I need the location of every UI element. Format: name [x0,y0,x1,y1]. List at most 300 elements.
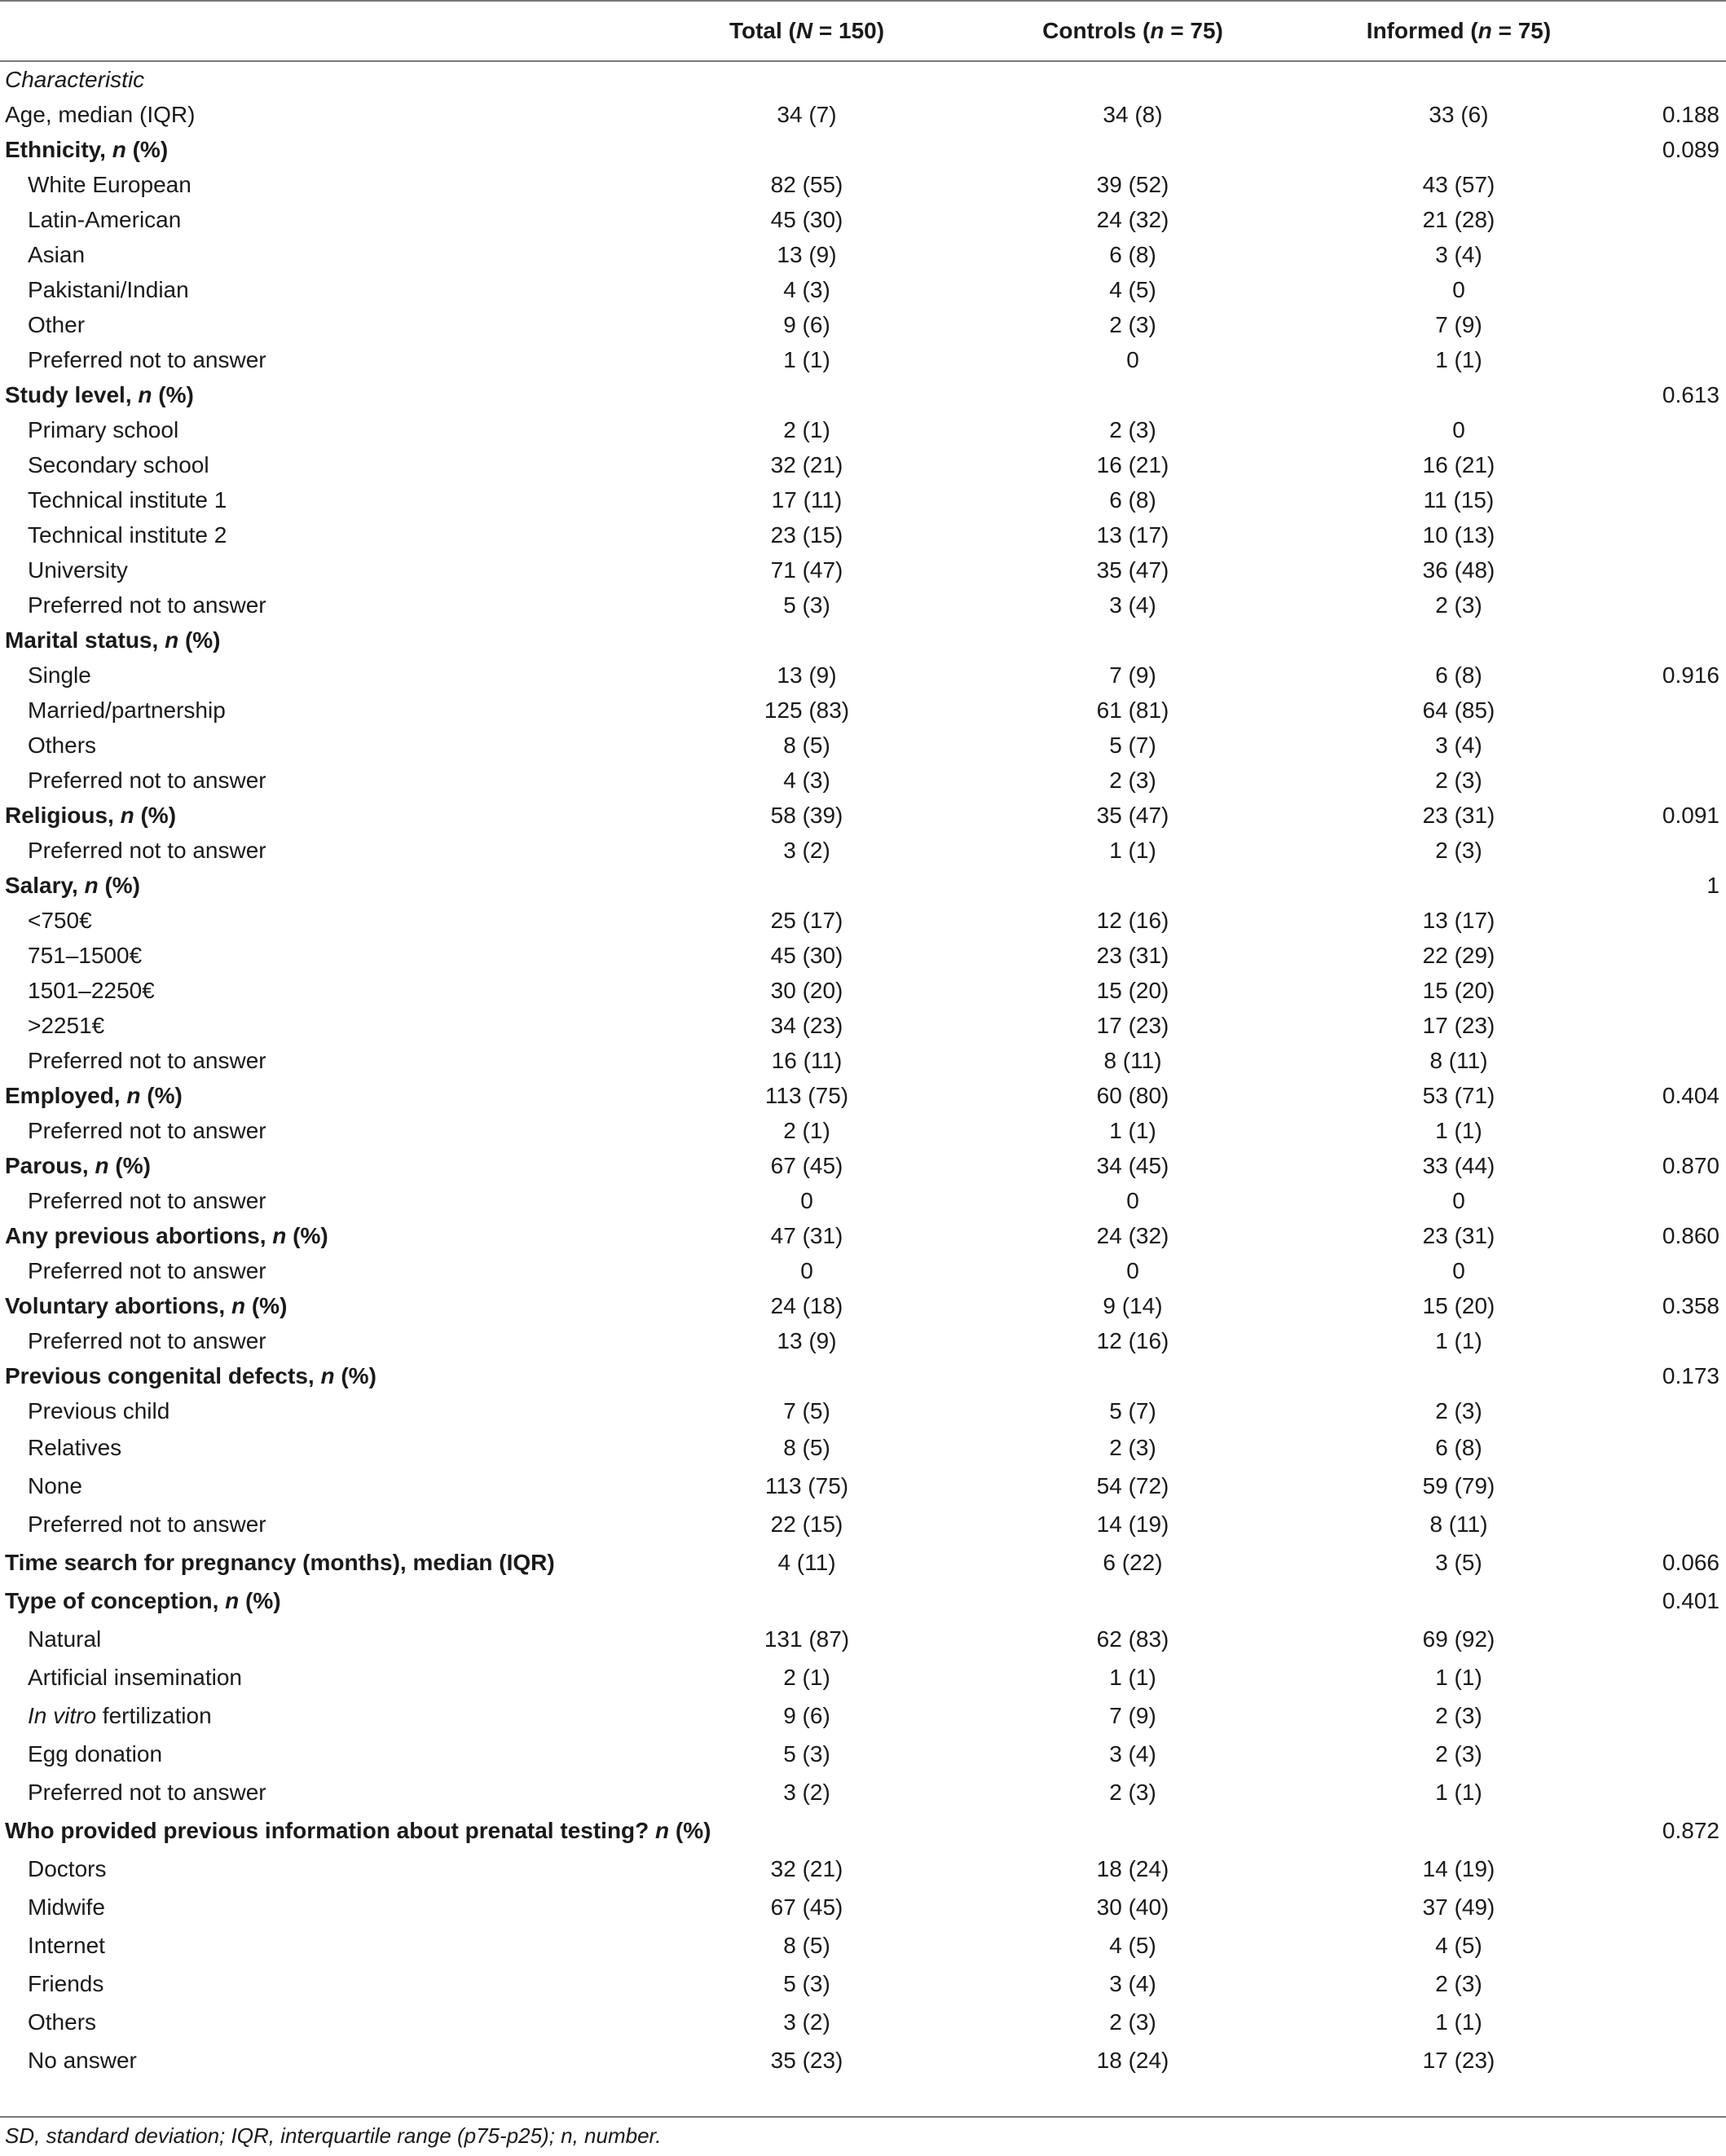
controls-cell [970,623,1296,658]
row-label [0,1183,644,1218]
table-row [0,973,1726,1008]
total-cell: 34 (23) [770,1012,843,1038]
row-label-text: 751–1500€ [28,942,143,968]
total-cell: 17 (11) [771,486,843,513]
row-label [0,552,644,587]
row-label-text: Artificial insemination [28,1664,242,1690]
total-cell: 45 (30) [770,206,843,232]
p-value-cell [1622,1926,1726,1965]
controls-cell: 2 (3) [1109,1434,1156,1460]
table-row [0,868,1726,903]
p-value-cell: 1 [1706,872,1719,898]
table-row [0,728,1726,763]
controls-cell: 14 (19) [1096,1511,1169,1537]
row-label-text: 1501–2250€ [28,977,155,1003]
row-label-text: Preferred not to answer [28,1117,266,1143]
controls-cell: 24 (32) [1096,1222,1169,1248]
controls-cell [970,1582,1296,1620]
total-cell: 2 (1) [783,416,830,442]
informed-cell: 11 (15) [1423,486,1495,513]
row-label-text: Preferred not to answer [28,592,266,618]
informed-cell: 2 (3) [1435,837,1482,863]
row-label-suffix: (%) [334,1362,376,1388]
row-label [0,1323,644,1358]
informed-cell: 17 (23) [1422,1012,1495,1038]
table-row [0,1288,1726,1323]
row-label [0,1148,644,1183]
controls-cell: 5 (7) [1109,1397,1156,1423]
row-label-text: Type of conception, [5,1587,226,1613]
informed-cell: 2 (3) [1435,1702,1482,1728]
row-label [0,1543,644,1582]
total-cell: 125 (83) [764,697,850,723]
informed-cell: 23 (31) [1422,802,1495,828]
informed-cell: 43 (57) [1422,171,1495,197]
total-cell: 3 (2) [783,1779,830,1805]
table-row [0,1735,1726,1773]
row-label-text: Previous congenital defects, [5,1362,321,1388]
p-value-cell [1622,2003,1726,2041]
informed-cell: 0 [1452,1187,1465,1213]
p-value-cell: 0.613 [1662,381,1719,407]
row-label [0,1582,644,1620]
row-label [0,1218,644,1253]
controls-cell: 18 (24) [1096,2047,1169,2073]
row-label-text: Voluntary abortions, [5,1292,231,1318]
p-value-cell [1622,2041,1726,2079]
informed-cell [1296,1811,1622,1850]
row-label-text: Any previous abortions, [5,1222,273,1248]
row-label-text: Preferred not to answer [28,1327,266,1353]
row-label-text: Study level, [5,381,139,407]
row-label-text: Primary school [28,416,179,442]
row-label [0,868,644,903]
total-cell: 113 (75) [764,1472,849,1498]
p-value-cell [1622,272,1726,307]
row-label-text: fertilization [96,1702,212,1728]
controls-cell: 9 (14) [1103,1292,1163,1318]
row-label [0,728,644,763]
total-cell: 8 (5) [783,1434,830,1460]
controls-cell [970,377,1296,412]
row-label [0,202,644,237]
controls-cell: 3 (4) [1109,592,1156,618]
table-row [0,1323,1726,1358]
p-value-cell [1622,61,1726,97]
informed-cell: 10 (13) [1422,521,1495,548]
row-label-suffix: (%) [178,627,221,653]
informed-cell: 23 (31) [1422,1222,1495,1248]
p-value-cell [1622,1043,1726,1078]
total-cell: 47 (31) [770,1222,843,1248]
row-label-suffix: (%) [669,1817,711,1843]
controls-cell: 30 (40) [1096,1894,1169,1920]
row-label-text: Preferred not to answer [28,346,266,372]
row-label [0,1811,711,1850]
total-cell: 25 (17) [770,907,843,933]
table-row [0,693,1726,728]
p-value-cell [1622,903,1726,938]
table-row [0,2041,1726,2079]
row-label-text: Other [28,311,86,337]
p-value-cell [1622,1467,1726,1505]
controls-cell: 17 (23) [1096,1012,1169,1038]
p-value-cell [1622,482,1726,517]
table-row [0,132,1726,167]
total-cell: 2 (1) [783,1664,830,1690]
table-row [0,938,1726,973]
p-value-cell: 0.089 [1662,136,1719,162]
controls-cell: 34 (45) [1096,1152,1169,1178]
table-row [0,1467,1726,1505]
informed-cell: 8 (11) [1429,1047,1488,1073]
row-label [0,903,644,938]
row-label [0,833,644,868]
controls-cell: 2 (3) [1109,1779,1156,1805]
controls-cell: 13 (17) [1096,521,1169,548]
table-row [0,833,1726,868]
controls-cell [970,1358,1296,1393]
informed-cell: 2 (3) [1435,592,1482,618]
controls-cell: 60 (80) [1096,1082,1169,1108]
row-label-suffix: (%) [152,381,194,407]
informed-cell: 17 (23) [1422,2047,1495,2073]
total-cell: 8 (5) [783,1932,830,1958]
p-value-cell: 0.358 [1662,1292,1719,1318]
row-label [0,97,644,132]
informed-cell: 0 [1452,416,1465,442]
table-row [0,61,1726,97]
row-label-text: Others [28,2009,97,2035]
informed-cell: 15 (20) [1422,1292,1495,1318]
informed-cell: 1 (1) [1435,2009,1482,2035]
p-value-cell [1622,1183,1726,1218]
total-cell: 5 (3) [783,1740,830,1767]
p-value-cell [1622,1113,1726,1148]
table-row [0,412,1726,447]
row-label-suffix: (%) [245,1292,288,1318]
controls-cell [970,61,1296,97]
table-row [0,202,1726,237]
table-row [0,2003,1726,2041]
controls-cell: 1 (1) [1109,1117,1156,1143]
informed-cell: 1 (1) [1435,1779,1482,1805]
informed-cell: 2 (3) [1435,767,1482,793]
table-row [0,1850,1726,1888]
row-label-text: Preferred not to answer [28,1779,266,1805]
row-label [0,1505,644,1543]
total-cell: 5 (3) [783,1970,830,1996]
total-cell [644,132,970,167]
row-label [0,1358,644,1393]
row-label [0,132,644,167]
table-row [0,1543,1726,1582]
controls-cell: 2 (3) [1109,767,1156,793]
row-label [0,1696,644,1735]
row-label-text: University [28,557,128,583]
total-cell: 9 (6) [783,1702,830,1728]
row-label-text: Ethnicity, [5,136,112,162]
row-label-text: Marital status, [5,627,165,653]
table-row [0,1888,1726,1926]
row-label [0,482,644,517]
p-value-cell [1622,552,1726,587]
table-row [0,1148,1726,1183]
row-label [0,1965,644,2003]
table-row [0,798,1726,833]
row-label [0,61,644,97]
table-row [0,552,1726,587]
table-row [0,1253,1726,1288]
total-cell: 3 (2) [783,2009,830,2035]
row-label-text: White European [28,171,192,197]
informed-cell: 16 (21) [1422,451,1495,477]
informed-cell: 0 [1452,1257,1465,1283]
informed-cell: 7 (9) [1435,311,1482,337]
informed-cell: 3 (4) [1435,241,1482,267]
row-label-suffix: (%) [239,1587,281,1613]
controls-cell: 24 (32) [1096,206,1169,232]
total-cell [644,623,970,658]
p-value-cell [1622,307,1726,342]
table-row [0,237,1726,272]
controls-cell: 0 [1126,1187,1139,1213]
total-cell: 5 (3) [783,592,830,618]
table-row [0,1008,1726,1043]
informed-cell: 2 (3) [1435,1740,1482,1767]
row-label [0,307,644,342]
row-label-n: n [95,1152,109,1178]
row-label-n: n [272,1222,287,1248]
controls-cell: 4 (5) [1109,276,1156,302]
row-label [0,587,644,623]
row-label-text: Religious, [5,802,121,828]
table-row [0,763,1726,798]
informed-cell [1296,61,1622,97]
total-cell: 82 (55) [770,171,843,197]
row-label-text: Who provided previous information about prenatal testing? [5,1817,656,1843]
informed-cell: 53 (71) [1422,1082,1495,1108]
controls-cell: 6 (8) [1109,486,1156,513]
row-label-text: <750€ [28,907,92,933]
row-label [0,342,644,377]
total-cell: 58 (39) [770,802,843,828]
informed-cell: 59 (79) [1422,1472,1495,1498]
row-label [0,1428,644,1467]
row-label-suffix: (%) [125,136,169,162]
row-label-text: Egg donation [28,1740,163,1767]
total-cell: 67 (45) [770,1894,843,1920]
table-row [0,1218,1726,1253]
total-cell: 13 (9) [777,1327,837,1353]
total-cell: 35 (23) [770,2047,843,2073]
informed-cell: 4 (5) [1435,1932,1482,1958]
p-value-cell [1622,1428,1726,1467]
informed-cell: 64 (85) [1422,697,1495,723]
header-characteristic [0,1,644,61]
total-cell: 7 (5) [783,1397,830,1423]
p-value-cell [1622,587,1726,623]
row-label-text: Technical institute 1 [28,486,227,513]
row-label-text: Parous, [5,1152,95,1178]
row-label-text: Friends [28,1970,104,1996]
controls-cell: 15 (20) [1096,977,1169,1003]
total-cell: 4 (3) [783,276,830,302]
row-label-text: Midwife [28,1894,105,1920]
p-value-cell [1622,1696,1726,1735]
row-label [0,167,644,202]
p-value-cell [1622,1735,1726,1773]
row-label-text: Single [28,662,91,688]
row-label-n: n [120,802,134,828]
total-cell: 32 (21) [770,451,843,477]
table-row [0,1658,1726,1696]
p-value-cell: 0.091 [1662,802,1719,828]
table-row [0,342,1726,377]
table-row [0,1926,1726,1965]
row-label-n: n [225,1587,240,1613]
p-value-cell [1622,1850,1726,1888]
row-label [0,1078,644,1113]
p-value-cell [1622,517,1726,552]
total-cell: 30 (20) [770,977,843,1003]
row-label [0,2041,644,2079]
header-total: Total (N = 150) [644,1,970,61]
p-value-cell [1622,728,1726,763]
total-cell: 22 (15) [770,1511,843,1537]
informed-cell: 37 (49) [1422,1894,1495,1920]
p-value-cell [1622,1888,1726,1926]
informed-cell: 15 (20) [1422,977,1495,1003]
controls-cell [970,1811,1296,1850]
controls-cell: 7 (9) [1109,1702,1156,1728]
row-label-text: Pakistani/Indian [28,276,189,302]
total-cell: 9 (6) [783,311,830,337]
p-value-cell: 0.860 [1662,1222,1719,1248]
row-label-n: n [165,627,179,653]
row-label-text: Doctors [28,1855,107,1881]
table-row [0,1773,1726,1811]
controls-cell: 12 (16) [1096,1327,1169,1353]
informed-cell: 3 (5) [1435,1549,1482,1575]
table-row [0,447,1726,482]
table-body [0,61,1726,2079]
table-footnote: SD, standard deviation; IQR, interquartile range (p75-p25); n, number. [5,2123,662,2148]
controls-cell: 5 (7) [1109,732,1156,758]
total-cell: 67 (45) [770,1152,843,1178]
total-cell: 2 (1) [783,1117,830,1143]
p-value-cell [1622,202,1726,237]
informed-cell: 6 (8) [1435,662,1482,688]
p-value-cell [1622,1620,1726,1658]
p-value-cell: 0.916 [1662,662,1719,688]
row-label [0,798,644,833]
informed-cell: 33 (44) [1422,1152,1495,1178]
row-label-suffix: (%) [140,1082,183,1108]
row-label-text: Previous child [28,1397,170,1423]
row-label [0,1735,644,1773]
total-cell: 0 [800,1187,813,1213]
p-value-cell: 0.173 [1662,1362,1719,1388]
row-label-text: Preferred not to answer [28,1187,266,1213]
controls-cell: 54 (72) [1096,1472,1169,1498]
row-label [0,1888,644,1926]
total-cell: 71 (47) [770,557,843,583]
header-informed: Informed (n = 75) [1296,1,1622,61]
controls-cell: 7 (9) [1109,662,1156,688]
row-label-n: n [320,1362,335,1388]
total-cell: 32 (21) [770,1855,843,1881]
row-label [0,973,644,1008]
controls-cell: 0 [1126,346,1139,372]
p-value-cell [1622,342,1726,377]
informed-cell: 2 (3) [1435,1970,1482,1996]
row-label [0,1926,644,1965]
table-row [0,623,1726,658]
row-label-text: Natural [28,1626,102,1652]
table-row [0,167,1726,202]
row-label-text: Preferred not to answer [28,1511,266,1537]
row-label [0,1850,644,1888]
p-value-cell [1622,412,1726,447]
table-row [0,307,1726,342]
informed-cell [1296,868,1622,903]
table-row [0,1393,1726,1428]
total-cell [644,868,970,903]
controls-cell: 6 (8) [1109,241,1156,267]
row-label [0,237,644,272]
p-value-cell [1622,833,1726,868]
header-row [0,1,1726,61]
informed-cell: 13 (17) [1422,907,1495,933]
total-cell: 8 (5) [783,732,830,758]
informed-cell: 3 (4) [1435,732,1482,758]
table-row [0,1811,1726,1850]
row-label-text: Relatives [28,1434,122,1460]
row-label [0,938,644,973]
row-label [0,517,644,552]
row-label [0,1467,644,1505]
controls-cell: 2 (3) [1109,311,1156,337]
controls-cell: 12 (16) [1096,907,1169,933]
table-row [0,1043,1726,1078]
total-cell: 45 (30) [770,942,843,968]
p-value-cell [1622,1658,1726,1696]
p-value-cell: 0.188 [1662,101,1719,127]
table-row [0,1505,1726,1543]
p-value-cell [1622,1965,1726,2003]
informed-cell: 8 (11) [1429,1511,1488,1537]
controls-cell: 3 (4) [1109,1970,1156,1996]
row-label [0,1773,644,1811]
table-row [0,272,1726,307]
controls-cell: 1 (1) [1109,837,1156,863]
row-label [0,412,644,447]
header-controls: Controls (n = 75) [970,1,1296,61]
row-label-n: n [138,381,152,407]
row-label [0,1253,644,1288]
row-label-text: Characteristic [5,66,145,92]
p-value-cell [1622,1393,1726,1428]
total-cell [644,377,970,412]
controls-cell [970,868,1296,903]
row-label-n: n [655,1817,670,1843]
row-label-suffix: (%) [98,872,140,898]
row-label-text: None [28,1472,82,1498]
controls-cell: 2 (3) [1109,2009,1156,2035]
controls-cell: 61 (81) [1096,697,1169,723]
row-label [0,377,644,412]
